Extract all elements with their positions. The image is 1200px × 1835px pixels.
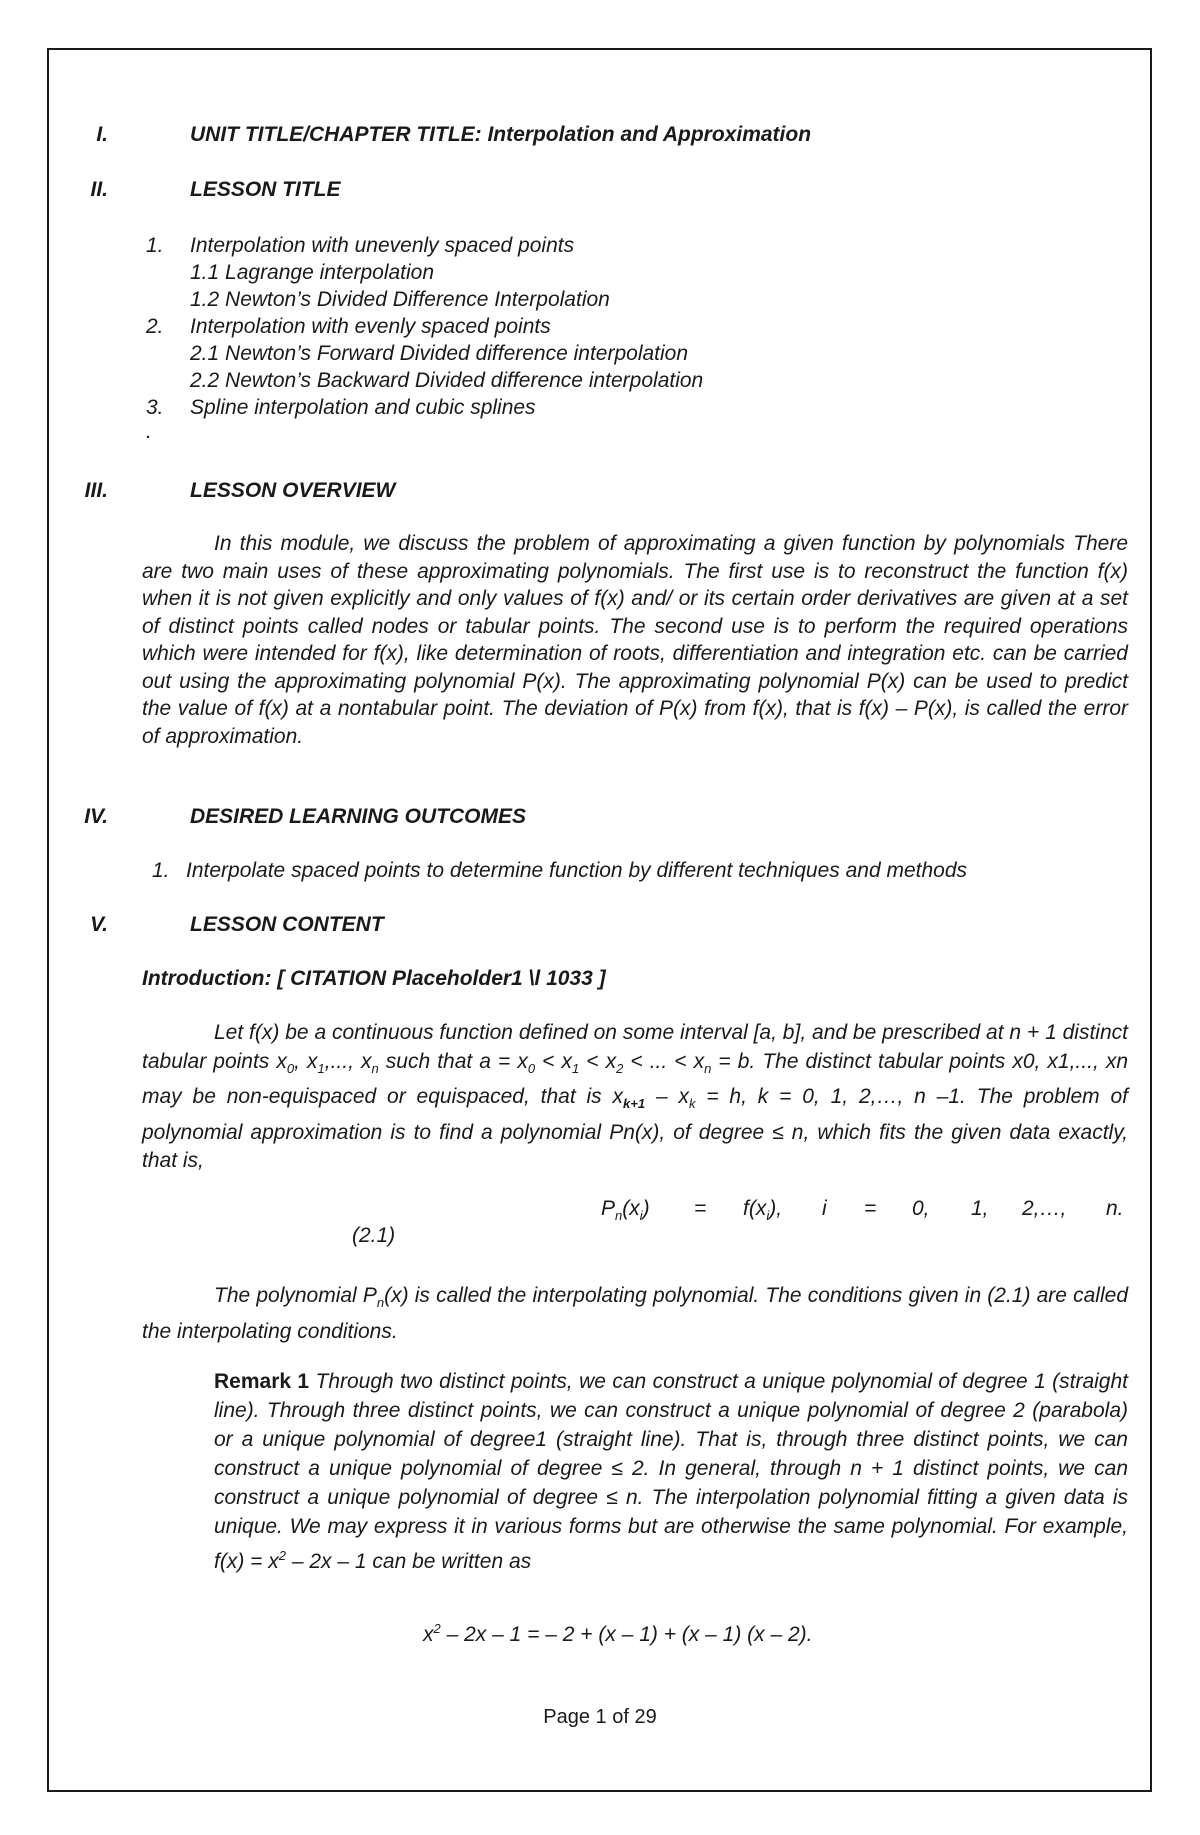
introduction-heading-text: Introduction: [ CITATION Placeholder1 \l 1033 ] [142,967,606,990]
section-title: DESIRED LEARNING OUTCOMES [190,805,527,828]
subscript: 0 [527,1060,536,1076]
remark-text [214,1367,1128,1576]
subscript: i [766,1208,770,1224]
eq-part: (x [622,1197,640,1220]
eq-part: ) [642,1197,650,1220]
equation-tag: (2.1) [352,1224,396,1247]
intro-text [142,1019,1128,1176]
list-item: 2.1 Newton’s Forward Divided difference interpolation [190,342,689,365]
list-item: 1.2 Newton’s Divided Difference Interpolation [190,288,610,311]
intro-text-part: ,..., x [324,1049,372,1073]
subscript: k [688,1096,696,1112]
subscript: 1 [571,1060,580,1076]
section-title: LESSON TITLE [190,178,341,201]
remark-text-part: Through two distinct points, we can construct a unique polynomial of degree 1 (straight line). Through three distinct points, we can construct a unique polynomial of degree 2 (parabola) or a unique polynomial of degree1 (straight line). That is, through three distinct points, we can construct a unique polynomial of degree ≤ 2. In general, through n + 1 distinct points, we can construct a unique polynomial of degree ≤ n. The interpolation polynomial fitting a given data is unique. We may express it in various forms but are otherwise the same polynomial. For example, f(x) = x [214,1370,1129,1573]
list-item: Spline interpolation and cubic splines [190,396,536,419]
interpolating-polynomial-paragraph [142,1281,1128,1346]
eq-part: – 2x – 1 = – 2 + (x – 1) + (x – 1) (x – 2). [440,1623,813,1646]
list-marker: 3. [146,396,164,419]
section-title: LESSON CONTENT [190,913,384,936]
intro-text-part: = h, k = 0, 1, 2,…, n –1. The problem of polynomial approximation is to find a polynomial Pn(x), of degree ≤ n, which fits the given data exactly, that is, [142,1085,1128,1173]
remark-label: Remark 1 [214,1370,310,1393]
intro-text-part: , x [294,1049,318,1073]
subscript: 2 [616,1060,624,1076]
remark-paragraph [214,1367,1128,1576]
list-marker: . [146,420,152,443]
polynomial-identity-equation [423,1621,813,1647]
equals-sign: = [864,1197,877,1220]
index-value: 1, [971,1197,989,1220]
subscript: n [371,1060,379,1076]
subscript: n [376,1295,385,1311]
subscript: 0 [286,1060,295,1076]
section-number: V. [90,913,108,936]
intro-text-part: – x [645,1085,689,1109]
index-value: 0, [912,1197,930,1220]
intro-text-part: < x [579,1049,617,1073]
lesson-overview-paragraph [142,530,1128,750]
outcome-marker: 1. [152,859,170,882]
list-item: 2.2 Newton’s Backward Divided difference interpolation [190,369,704,392]
eq-part: ), [769,1197,783,1220]
interp-text-part: (x) is called the interpolating polynomial. The conditions given in (2.1) are called the interpolating conditions. [142,1284,1128,1344]
intro-text-part: = b. The distinct tabular points x0, x1,..., xn may be non-equispaced or equispaced, that is x [142,1049,1129,1109]
subscript: k+1 [623,1096,646,1112]
overview-text: In this module, we discuss the problem of approximating a given function by polynomials There are two main uses of these approximating polynomials. The first use is to reconstruct the function f(x) when it is not given explicitly and only values of f(x) and/ or its certain order derivatives are given at a set of distinct points called nodes or tabular points. The second use is to perform the required operations which were intended for f(x), like determination of roots, differentiation and integration etc. can be carried out using the approximating polynomial P(x). The approximating polynomial P(x) can be used to predict the value of f(x) at a nontabular point. The deviation of P(x) from f(x), that is f(x) – P(x), is called the error of approximation. [142,532,1128,748]
equation-rhs [743,1197,782,1223]
eq-part: x [423,1623,434,1646]
index-variable: i [822,1197,827,1220]
section-number: IV. [84,805,108,828]
list-marker: 1. [146,234,164,257]
subscript: i [639,1208,643,1224]
list-item: 1.1 Lagrange interpolation [190,261,435,284]
section-number: II. [90,178,108,201]
list-item: Interpolation with evenly spaced points [190,315,551,338]
page-footer: Page 1 of 29 [543,1706,657,1728]
interp-text [142,1281,1128,1346]
outcome-text: Interpolate spaced points to determine function by different techniques and methods [186,859,967,882]
intro-text-part: < ... < x [623,1049,705,1073]
introduction-paragraph [142,1019,1128,1176]
eq-part: P [601,1197,616,1220]
index-value: n. [1106,1197,1124,1220]
list-marker: 2. [146,315,164,338]
intro-text-part: Let f(x) be a continuous function defined on some interval [a, b], and be prescribed at n + 1 distinct tabular points x [142,1021,1128,1073]
intro-text-part: such that a = x [378,1049,528,1073]
intro-text-part: < x [535,1049,572,1073]
section-title: UNIT TITLE/CHAPTER TITLE: Interpolation and Approximation [190,123,812,146]
superscript: 2 [433,1621,441,1636]
eq-part: f(x [743,1197,767,1220]
index-value: 2,…, [1022,1197,1067,1220]
introduction-heading [142,967,606,991]
subscript: 1 [317,1060,325,1076]
superscript: 2 [278,1548,286,1563]
section-number: I. [96,123,108,146]
list-item: Interpolation with unevenly spaced points [190,234,575,257]
section-title: LESSON OVERVIEW [190,479,396,502]
interp-text-part: The polynomial P [214,1284,377,1307]
subscript: n [615,1208,623,1224]
section-number: III. [84,479,108,502]
equation-lhs [601,1197,650,1223]
remark-text-part: – 2x – 1 can be written as [286,1550,532,1573]
subscript: n [704,1060,712,1076]
equals-sign: = [694,1197,707,1220]
